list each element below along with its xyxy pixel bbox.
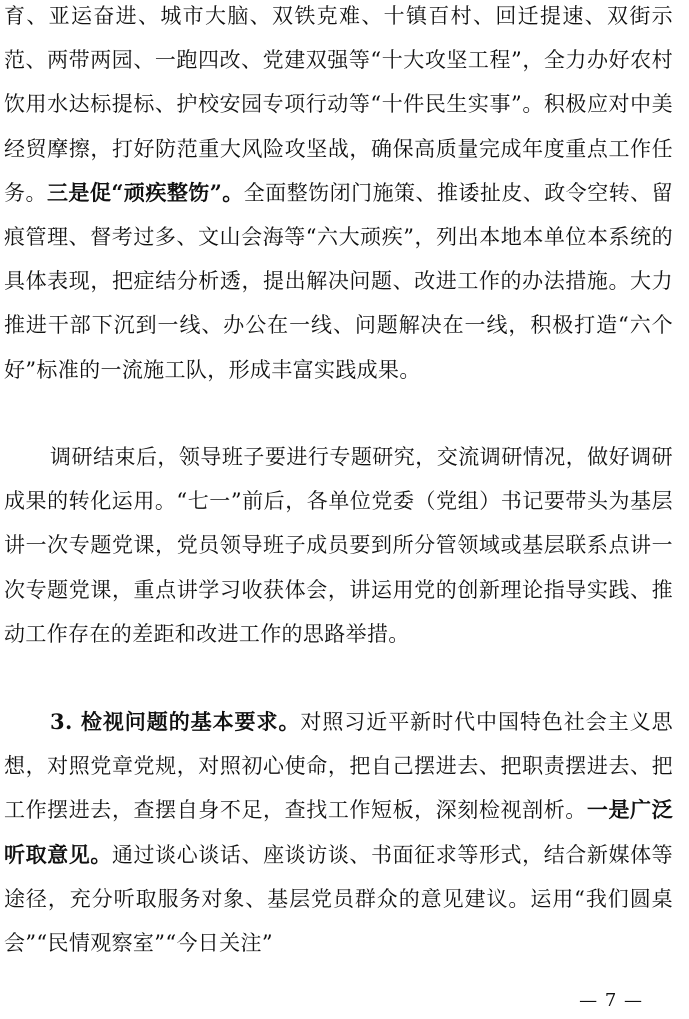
heading-three-promote-rectification: 三是促“顽疾整饬”。 (46, 179, 244, 205)
heading-one-listen-opinions: 一是广泛听取意见。 (4, 797, 673, 867)
paragraph-3 (4, 700, 673, 965)
section-heading-basic-requirements: 3. 检视问题的基本要求。 (50, 709, 301, 734)
paragraph-2: 调研结束后，领导班子要进行专题研究，交流调研情况，做好调研成果的转化运用。“七一”前后，各单位党委（党组）书记要带头为基层讲一次专题党课，党员领导班子成员要到所分管领域或基层联系点讲一次专题党课，重点讲学习收获体会，讲运用党的创新理论指导实践、推动工作存在的差距和改进工作的思路举措。 (4, 445, 673, 646)
paragraph-1-text-a: 育、亚运奋进、城市大脑、双铁克难、十镇百村、回迁提速、双街示范、两带两园、一跑四改、党建双强等“十大攻坚工程”，全力办好农村饮用水达标提标、护校安园专项行动等“十件民生实事”。积极应对中美经贸摩擦，打好防范重大风险攻坚战，确保高质量完成年度重点工作任务。 (4, 4, 673, 205)
paragraph-1 (4, 0, 673, 392)
paragraph-3-text-a: 对照习近平新时代中国特色社会主义思想，对照党章党规，对照初心使命，把自己摆进去、把职责摆进去、把工作摆进去，查摆自身不足，查找工作短板，深刻检视剖析。 (4, 710, 673, 823)
paragraph-3-text-b: 通过谈心谈话、座谈访谈、书面征求等形式，结合新媒体等途径，充分听取服务对象、基层党员群众的意见建议。运用“我们圆桌会”“民情观察室”“今日关注” (4, 842, 674, 956)
page-number: — 7 — (579, 990, 643, 1011)
paragraph-1-text-b: 全面整饬闭门施策、推诿扯皮、政令空转、留痕管理、督考过多、文山会海等“六大顽疾”，列出本地本单位本系统的具体表现，把症结分析透，提出解决问题、改进工作的办法措施。大力推进干部下沉到一线、办公在一线、问题解决在一线，积极打造“六个好”标准的一流施工队，形成丰富实践成果。 (4, 180, 673, 382)
